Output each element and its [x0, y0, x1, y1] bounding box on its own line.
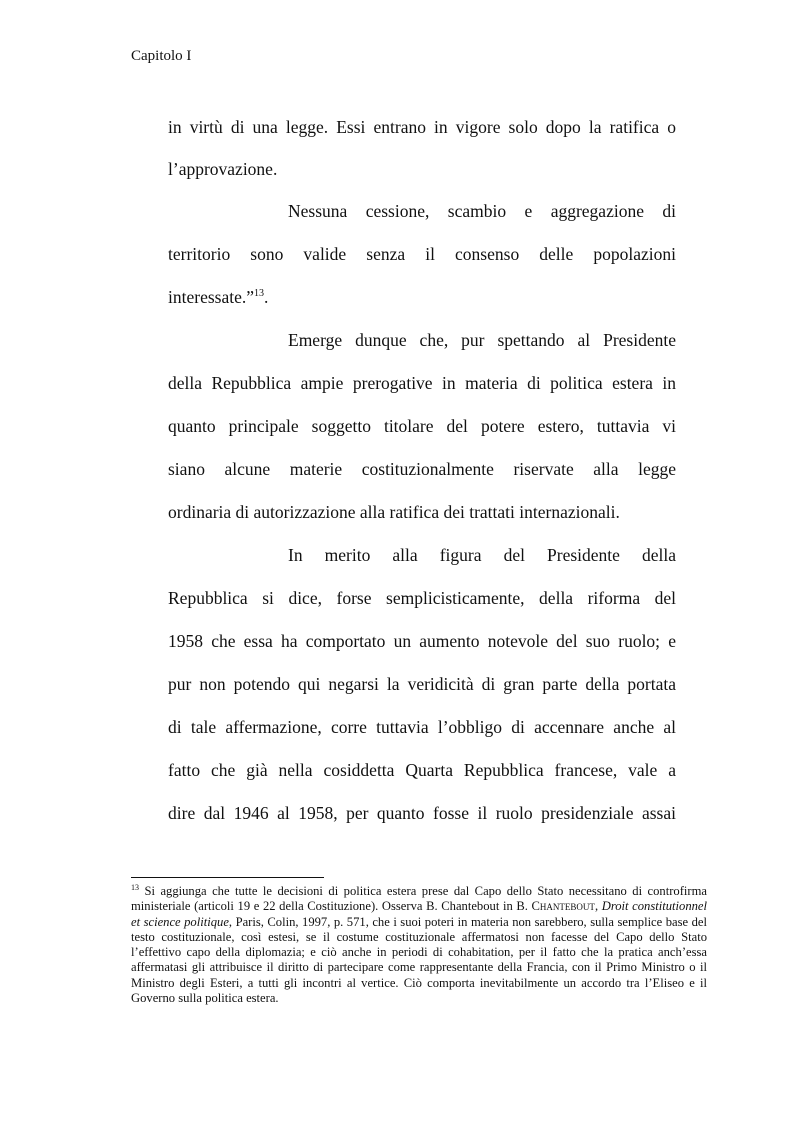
body-line-5-text: interessate.”: [168, 287, 254, 307]
footnote-author: Chantebout: [531, 899, 595, 914]
footnote-book-title: Droit constitutionnel et science politique: [131, 899, 708, 929]
body-line-9: siano alcune materie costituzionalmente riservate alla legge: [168, 459, 676, 479]
body-line-8: quanto principale soggetto titolare del potere estero, tuttavia vi: [168, 416, 676, 436]
body-line-17: dire dal 1946 al 1958, per quanto fosse il ruolo presidenziale assai: [168, 803, 676, 823]
footnote-number: 13: [131, 883, 139, 892]
footnote-ref-13: 13: [254, 288, 264, 299]
body-line-7: della Repubblica ampie prerogative in materia di politica estera in: [168, 373, 676, 393]
body-line-2: l’approvazione.: [168, 159, 278, 179]
body-line-4: territorio sono valide senza il consenso delle popolazioni: [168, 244, 676, 264]
footnote-13: [131, 884, 707, 1006]
body-line-13: 1958 che essa ha comportato un aumento notevole del suo ruolo; e: [168, 631, 676, 651]
body-line-15: di tale affermazione, corre tuttavia l’obbligo di accennare anche al: [168, 717, 676, 737]
body-line-5: [168, 286, 676, 308]
body-line-16: fatto che già nella cosiddetta Quarta Repubblica francese, vale a: [168, 760, 676, 780]
footnote-text-3: , Paris, Colin, 1997, p. 571, che i suoi poteri in materia non sarebbero, sulla semplice base del testo costituzionale, così estesi, se il costume costituzionale affermatosi non facesse del Capo dello Stato l’effettivo capo della diplomazia; e ciò anche in periodi di cohabitation, per il fatto che la pratica anch’essa affermatasi gli attribuisce il diritto di partecipare come rappresentante della Francia, con il Primo Ministro o il Ministro degli Esteri, a tutti gli incontri al vertice. Ciò comporta inevitabilmente un accordo tra l’Eliseo e il Governo sulla politica estera.: [131, 914, 707, 1006]
footnote-text-2: ,: [594, 899, 602, 914]
body-line-1: in virtù di una legge. Essi entrano in vigore solo dopo la ratifica o: [168, 117, 676, 137]
body-line-11: In merito alla figura del Presidente della: [288, 545, 676, 565]
body-line-14: pur non potendo qui negarsi la veridicità di gran parte della portata: [168, 674, 676, 694]
body-line-10: ordinaria di autorizzazione alla ratifica dei trattati internazionali.: [168, 502, 620, 522]
footnote-separator: [131, 877, 324, 878]
body-line-6: Emerge dunque che, pur spettando al Presidente: [288, 330, 676, 350]
body-line-12: Repubblica si dice, forse semplicisticamente, della riforma del: [168, 588, 676, 608]
running-header: Capitolo I: [131, 48, 192, 64]
footnote-text-1: Si aggiunga che tutte le decisioni di politica estera prese dal Capo dello Stato necessitano di controfirma ministeriale (articoli 19 e 22 della Costituzione). Osserva B. Chantebout in B.: [131, 884, 707, 914]
body-line-3: Nessuna cessione, scambio e aggregazione di: [288, 201, 676, 221]
body-line-5-end: .: [264, 287, 269, 307]
